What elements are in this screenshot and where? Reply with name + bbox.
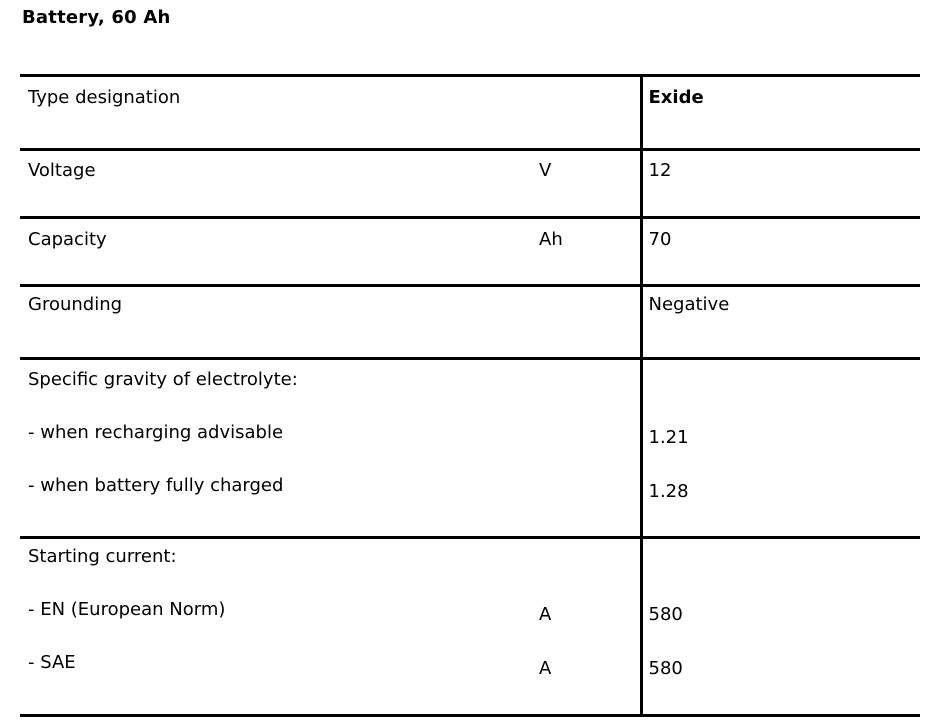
row-label: Specific gravity of electrolyte: [28,369,298,390]
sub-row-value: 1.28 [648,481,689,502]
label-cell [20,76,530,150]
sub-row-label: - when battery fully charged [28,475,284,496]
label-cell [20,218,530,286]
row-value: 70 [648,229,672,250]
sub-row-label: - EN (European Norm) [28,599,226,620]
value-cell [641,76,920,150]
row-unit: Ah [539,229,563,250]
unit-cell [530,359,641,538]
value-cell [641,286,920,359]
label-cell [20,359,530,538]
row-label: Type designation [28,87,181,108]
table-row-capacity [20,218,920,286]
sub-row-unit: A [539,604,552,625]
value-cell [641,150,920,218]
label-cell [20,150,530,218]
row-label: Starting current: [28,546,177,567]
page-title: Battery, 60 Ah [22,7,171,28]
unit-cell [530,76,641,150]
sub-row-label: - SAE [28,652,76,673]
table-row-voltage [20,150,920,218]
row-unit: V [539,160,552,181]
sub-row-label: - when recharging advisable [28,422,284,443]
sub-row-value: 1.21 [648,427,689,448]
table-row-grounding [20,286,920,359]
value-cell [641,218,920,286]
row-value: 12 [648,160,672,181]
sub-row-unit: A [539,658,552,679]
table-row-starting-current [20,538,920,716]
unit-cell [530,150,641,218]
sub-row-value: 580 [648,658,683,679]
label-cell [20,286,530,359]
row-value: Exide [648,87,704,108]
spec-table [20,74,920,717]
unit-cell [530,218,641,286]
row-label: Capacity [28,229,107,250]
label-cell [20,538,530,716]
table-row-specific-gravity [20,359,920,538]
row-label: Voltage [28,160,96,181]
row-value: Negative [648,294,730,315]
value-cell [641,359,920,538]
sub-row-value: 580 [648,604,683,625]
table-row-type-designation [20,76,920,150]
row-label: Grounding [28,294,123,315]
unit-cell [530,286,641,359]
value-cell [641,538,920,716]
unit-cell [530,538,641,716]
